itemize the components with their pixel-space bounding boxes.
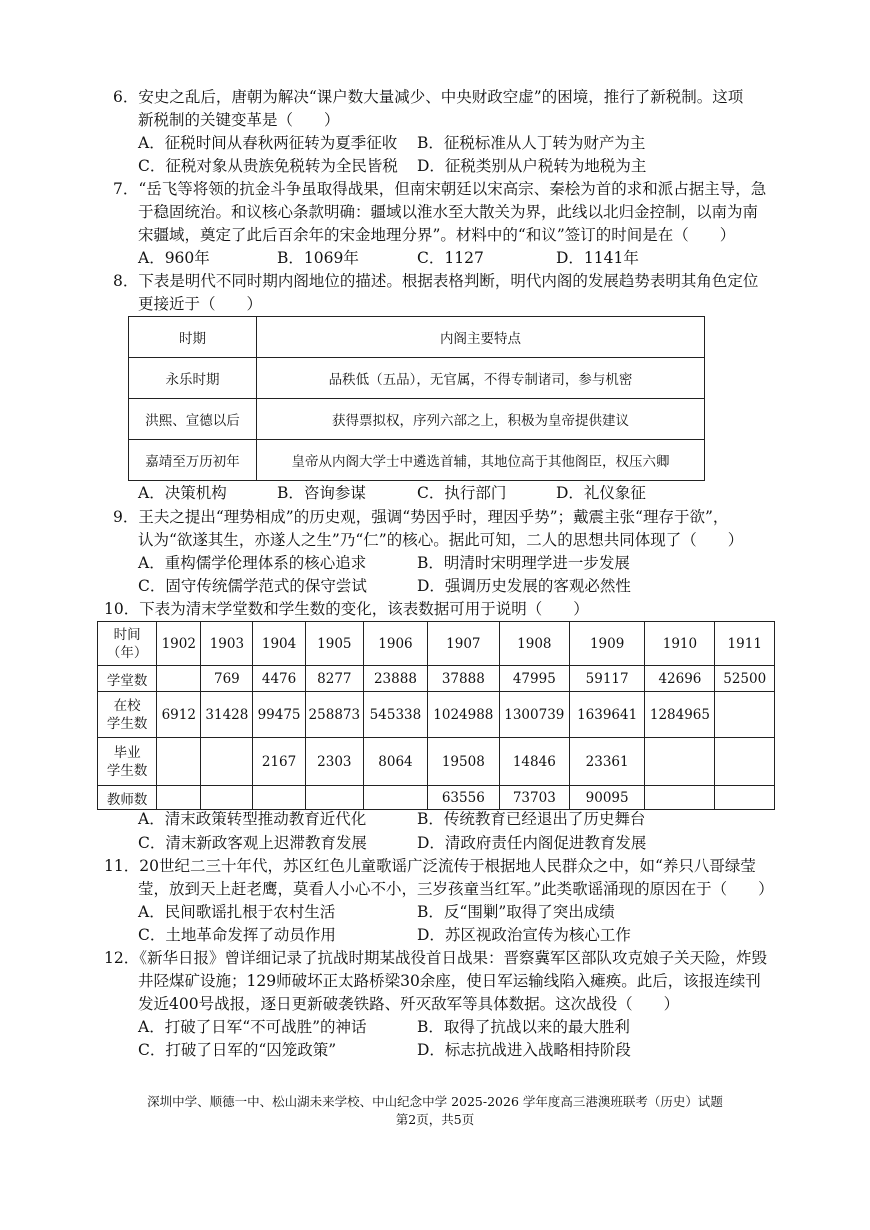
table-row	[129, 440, 705, 481]
q8-cell-period: 嘉靖至万历初年	[129, 440, 257, 481]
q9-option-c: C．固守传统儒学范式的保守尝试	[138, 577, 367, 595]
q9-option-a: A．重构儒学伦理体系的核心追求	[138, 554, 367, 572]
q10-table	[97, 621, 775, 810]
q10-year-cell: 1907	[427, 622, 499, 666]
q10-graduate-cell	[201, 738, 253, 786]
q10-student-cell: 1284965	[645, 692, 715, 738]
q11-option-d: D．苏区视政治宣传为核心工作	[417, 926, 631, 944]
q10-student-cell: 1639641	[569, 692, 645, 738]
q10-school-cell: 47995	[499, 666, 569, 692]
q10-option-a: A．清末政策转型推动教育近代化	[138, 810, 367, 828]
q9-stem-line2: 认为“欲遂其生，亦遂人之生”乃“仁”的核心。据此可知，二人的思想共同体现了（ ）	[138, 531, 744, 549]
q10-graduate-cell: 8064	[364, 738, 428, 786]
q7-option-b: B．1069年	[277, 249, 359, 267]
q10-teacher-cell	[157, 786, 201, 810]
q10-graduate-cell: 19508	[427, 738, 499, 786]
q7-option-c: C．1127	[417, 249, 484, 267]
q10-student-cell: 6912	[157, 692, 201, 738]
q10-teacher-cell	[715, 786, 775, 810]
q8-cell-feature: 皇帝从内阁大学士中遴选首辅，其地位高于其他阁臣，权压六卿	[257, 440, 705, 481]
q10-student-cell	[715, 692, 775, 738]
q10-student-cell: 31428	[201, 692, 253, 738]
q11-option-b: B．反“围剿”取得了突出成绩	[417, 903, 615, 921]
q10-label-year-l2: （年）	[106, 644, 148, 661]
footer-page-number: 第2页，共5页	[395, 1112, 475, 1127]
q10-year-cell: 1903	[201, 622, 253, 666]
q6-option-c: C．征税对象从贵族免税转为全民皆税	[138, 157, 398, 175]
q10-teacher-cell	[364, 786, 428, 810]
q10-graduate-cell: 2167	[253, 738, 305, 786]
q10-label-students-l2: 学生数	[106, 715, 148, 732]
q10-school-cell: 52500	[715, 666, 775, 692]
q9-option-d: D．强调历史发展的客观必然性	[417, 577, 631, 595]
q12-stem-line3: 发近400号战报，逐日更新破袭铁路、歼灭敌军等具体数据。这次战役（ ）	[138, 995, 680, 1013]
q8-stem-line2: 更接近于（ ）	[138, 295, 263, 313]
q10-graduate-cell: 23361	[569, 738, 645, 786]
q6-option-b: B．征税标准从人丁转为财产为主	[417, 134, 646, 152]
q10-teacher-cell	[201, 786, 253, 810]
q10-label-graduates-l2: 学生数	[106, 762, 148, 779]
q10-teacher-cell: 73703	[499, 786, 569, 810]
q10-teacher-cell	[253, 786, 305, 810]
q10-student-cell: 258873	[305, 692, 363, 738]
q10-label-year-l1: 时间	[113, 626, 141, 643]
q10-student-cell: 99475	[253, 692, 305, 738]
q10-school-cell: 37888	[427, 666, 499, 692]
q8-table	[128, 316, 705, 481]
q8-option-b: B．咨询参谋	[277, 484, 366, 502]
q10-student-cell: 1300739	[499, 692, 569, 738]
q8-option-a: A．决策机构	[138, 484, 227, 502]
q10-row-students	[98, 692, 775, 738]
q12-option-c: C．打破了日军的“囚笼政策”	[138, 1041, 337, 1059]
q12-stem-line1: 12．《新华日报》曾详细记录了抗战时期某战役首日战果：晋察冀军区部队攻克娘子关天险，炸毁	[104, 949, 767, 967]
q10-option-d: D．清政府责任内阁促进教育发展	[417, 834, 647, 852]
q10-label-students	[98, 692, 157, 738]
q10-school-cell: 8277	[305, 666, 363, 692]
q7-stem-line2: 于稳固统治。和议核心条款明确：疆域以淮水至大散关为界，此线以北归金控制，以南为南	[138, 203, 759, 221]
q8-cell-period: 洪熙、宣德以后	[129, 399, 257, 440]
q6-stem-line1: 6．安史之乱后，唐朝为解决“课户数大量减少、中央财政空虚”的困境，推行了新税制。这项	[113, 88, 744, 106]
q10-row-teachers	[98, 786, 775, 810]
q10-student-cell: 545338	[364, 692, 428, 738]
q9-option-b: B．明清时宋明理学进一步发展	[417, 554, 630, 572]
q10-label-schools: 学堂数	[98, 666, 157, 692]
q11-option-c: C．土地革命发挥了动员作用	[138, 926, 336, 944]
q10-label-students-l1: 在校	[113, 697, 141, 714]
q10-year-cell: 1906	[364, 622, 428, 666]
q10-school-cell	[157, 666, 201, 692]
q10-school-cell: 42696	[645, 666, 715, 692]
q8-header-features: 内阁主要特点	[257, 317, 705, 358]
q10-year-cell: 1904	[253, 622, 305, 666]
q7-option-a: A．960年	[138, 249, 210, 267]
q10-school-cell: 59117	[569, 666, 645, 692]
q10-student-cell: 1024988	[427, 692, 499, 738]
q10-graduate-cell	[645, 738, 715, 786]
q11-stem-line2: 莹，放到天上赶老鹰，莫看人小心不小，三岁孩童当红军。”此类歌谣涌现的原因在于（ ）	[138, 880, 774, 898]
q10-year-cell: 1910	[645, 622, 715, 666]
q10-teacher-cell	[645, 786, 715, 810]
q12-stem-line2: 井陉煤矿设施；129师破坏正太路桥梁30余座，使日军运输线陷入瘫痪。此后，该报连续刊	[138, 972, 761, 990]
q10-graduate-cell	[157, 738, 201, 786]
q9-stem-line1: 9．王夫之提出“理势相成”的历史观，强调“势因乎时，理因乎势”；戴震主张“理存于欲”，	[113, 508, 729, 526]
q10-year-cell: 1909	[569, 622, 645, 666]
q10-school-cell: 4476	[253, 666, 305, 692]
q11-stem-line1: 11．20世纪二三十年代，苏区红色儿童歌谣广泛流传于根据地人民群众之中，如“养只八哥绿莹	[104, 857, 756, 875]
q10-year-cell: 1908	[499, 622, 569, 666]
q10-row-graduates	[98, 738, 775, 786]
q10-teacher-cell: 63556	[427, 786, 499, 810]
q11-option-a: A．民间歌谣扎根于农村生活	[138, 903, 336, 921]
q10-school-cell: 23888	[364, 666, 428, 692]
q6-stem-line2: 新税制的关键变革是（ ）	[138, 111, 340, 129]
q10-teacher-cell: 90095	[569, 786, 645, 810]
q10-option-c: C．清末新政客观上迟滞教育发展	[138, 834, 367, 852]
q10-label-graduates	[98, 738, 157, 786]
q6-option-d: D．征税类别从户税转为地税为主	[417, 157, 647, 175]
q8-header-period: 时期	[129, 317, 257, 358]
q10-year-cell: 1902	[157, 622, 201, 666]
q10-year-cell: 1911	[715, 622, 775, 666]
q7-stem-line1: 7．“岳飞等将领的抗金斗争虽取得战果，但南宋朝廷以宋高宗、秦桧为首的求和派占据主导，急	[113, 180, 767, 198]
footer-exam-title: 深圳中学、顺德一中、松山湖未来学校、中山纪念中学 2025-2026 学年度高三港澳班联考（历史）试题	[147, 1094, 723, 1109]
q8-stem-line1: 8．下表是明代不同时期内阁地位的描述。根据表格判断，明代内阁的发展趋势表明其角色定位	[113, 272, 759, 290]
q8-option-d: D．礼仪象征	[556, 484, 646, 502]
q10-school-cell: 769	[201, 666, 253, 692]
q10-option-b: B．传统教育已经退出了历史舞台	[417, 810, 646, 828]
q8-option-c: C．执行部门	[417, 484, 507, 502]
q10-label-teachers: 教师数	[98, 786, 157, 810]
q10-graduate-cell: 2303	[305, 738, 363, 786]
q12-option-b: B．取得了抗战以来的最大胜利	[417, 1018, 630, 1036]
q10-teacher-cell	[305, 786, 363, 810]
q7-stem-line3: 宋疆域，奠定了此后百余年的宋金地理分界”。材料中的“和议”签订的时间是在（ ）	[138, 226, 736, 244]
table-row	[129, 399, 705, 440]
q10-graduate-cell	[715, 738, 775, 786]
q7-option-d: D．1141年	[556, 249, 639, 267]
q10-row-years	[98, 622, 775, 666]
q10-stem: 10．下表为清末学堂数和学生数的变化，该表数据可用于说明（ ）	[104, 600, 589, 618]
table-row	[129, 358, 705, 399]
q10-year-cell: 1905	[305, 622, 363, 666]
q12-option-a: A．打破了日军“不可战胜”的神话	[138, 1018, 367, 1036]
q10-row-schools	[98, 666, 775, 692]
q12-option-d: D．标志抗战进入战略相持阶段	[417, 1041, 631, 1059]
q10-graduate-cell: 14846	[499, 738, 569, 786]
q6-option-a: A．征税时间从春秋两征转为夏季征收	[138, 134, 398, 152]
q8-table-header-row	[129, 317, 705, 358]
q10-label-graduates-l1: 毕业	[113, 744, 141, 761]
q8-cell-feature: 品秩低（五品），无官属，不得专制诸司，参与机密	[257, 358, 705, 399]
q8-cell-feature: 获得票拟权，序列六部之上，积极为皇帝提供建议	[257, 399, 705, 440]
q8-cell-period: 永乐时期	[129, 358, 257, 399]
q10-label-year	[98, 622, 157, 666]
